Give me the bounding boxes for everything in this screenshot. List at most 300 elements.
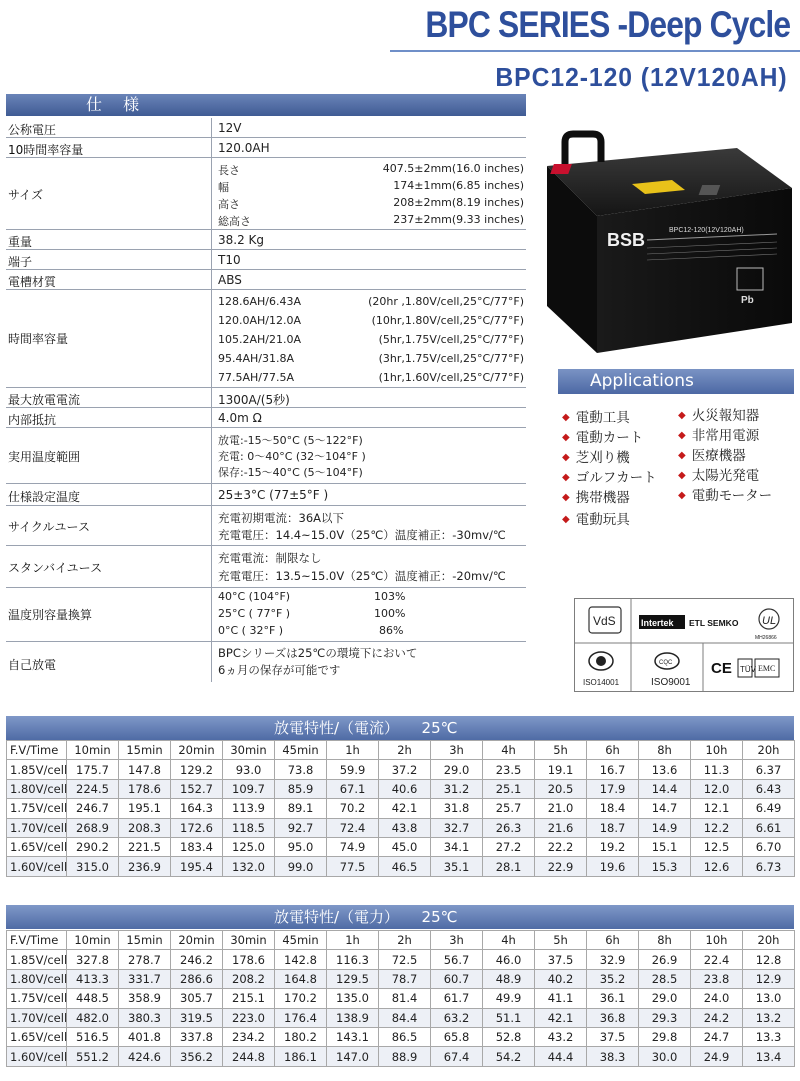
rate-cond: (5hr,1.75V/cell,25°C/77°F)	[378, 333, 524, 346]
table-cell: 23.8	[691, 969, 743, 988]
table-cell: 234.2	[223, 1027, 275, 1046]
spec-label: 10時間率容量	[8, 143, 84, 157]
table-cell: 246.2	[171, 950, 223, 969]
table-cell: 236.9	[119, 857, 171, 876]
spec-value: 38.2 Kg	[218, 233, 265, 247]
table-cell: 14.4	[639, 779, 691, 798]
table-cell: 164.8	[275, 969, 327, 988]
table-cell: 43.8	[379, 818, 431, 837]
svg-text:ISO9001: ISO9001	[651, 677, 691, 688]
spec-row-resistance	[6, 408, 526, 428]
table-cell: 60.7	[431, 969, 483, 988]
table-cell: 29.8	[639, 1027, 691, 1046]
table-cell: 6.70	[743, 837, 795, 856]
column-header: 2h	[379, 931, 431, 950]
table-cell: 19.1	[535, 760, 587, 779]
table-cell: 23.5	[483, 760, 535, 779]
table-cell: 72.5	[379, 950, 431, 969]
spec-value: 25±3°C (77±5°F )	[218, 488, 329, 502]
size-name: 幅	[218, 181, 229, 194]
table-cell: 16.7	[587, 760, 639, 779]
temp-cap-pct: 100%	[374, 607, 406, 620]
column-header: 20min	[171, 741, 223, 760]
table-cell: 290.2	[67, 837, 119, 856]
table-cell: 12.9	[743, 969, 795, 988]
spec-row-cycle-use	[6, 506, 526, 546]
column-header: 10min	[67, 931, 119, 950]
table-row	[7, 1008, 795, 1027]
table-header-row	[7, 931, 795, 950]
temp-cap-pct: 86%	[379, 624, 404, 637]
spec-row-weight	[6, 230, 526, 250]
diamond-icon: ◆	[678, 470, 686, 481]
spec-value: 1300A/(5秒)	[218, 393, 290, 407]
table-cell: 41.1	[535, 989, 587, 1008]
standby-line: 充電電圧：13.5~15.0V（25℃）温度補正：-20mv/℃	[218, 569, 506, 583]
column-header: 1h	[327, 741, 379, 760]
app-item: ◆ ゴルフカート	[562, 470, 657, 486]
rate-value: 128.6AH/6.43A	[218, 295, 302, 308]
table-row	[7, 760, 795, 779]
table-cell: 29.3	[639, 1008, 691, 1027]
spec-label: スタンバイユース	[8, 561, 103, 575]
column-header: 1h	[327, 931, 379, 950]
column-header: 20h	[743, 931, 795, 950]
table-cell: 32.9	[587, 950, 639, 969]
row-label-cell: 1.70V/cell	[7, 818, 67, 837]
applications-title: Applications	[558, 369, 794, 394]
table-cell: 46.5	[379, 857, 431, 876]
temp-cap-temp: 40°C (104°F)	[218, 590, 291, 603]
column-header: 45min	[275, 741, 327, 760]
table-cell: 28.1	[483, 857, 535, 876]
iso14001-logo	[583, 652, 620, 687]
table-cell: 132.0	[223, 857, 275, 876]
certification-logos	[574, 598, 794, 692]
table-cell: 113.9	[223, 799, 275, 818]
iso9001-logo	[651, 653, 691, 688]
table-row	[7, 779, 795, 798]
table-cell: 424.6	[119, 1047, 171, 1066]
table-cell: 24.0	[691, 989, 743, 1008]
spec-label: 公称電圧	[8, 123, 57, 137]
table-cell: 286.6	[171, 969, 223, 988]
rate-cond: (3hr,1.75V/cell,25°C/77°F)	[378, 352, 524, 365]
row-label-cell: 1.65V/cell	[7, 1027, 67, 1046]
table-cell: 20.5	[535, 779, 587, 798]
temp-cap-pct: 103%	[374, 590, 406, 603]
row-label-cell: 1.65V/cell	[7, 837, 67, 856]
table-cell: 35.2	[587, 969, 639, 988]
table-row	[7, 989, 795, 1008]
table-cell: 24.2	[691, 1008, 743, 1027]
column-header: 5h	[535, 931, 587, 950]
rate-value: 77.5AH/77.5A	[218, 371, 295, 384]
table-cell: 37.5	[535, 950, 587, 969]
table-cell: 208.2	[223, 969, 275, 988]
spec-row-standby-use	[6, 546, 526, 588]
current-table-title: 放電特性/（電流） 25℃	[6, 716, 794, 740]
spec-row-terminal	[6, 250, 526, 270]
table-cell: 36.8	[587, 1008, 639, 1027]
table-cell: 413.3	[67, 969, 119, 988]
table-cell: 74.9	[327, 837, 379, 856]
vds-logo	[589, 607, 621, 633]
table-cell: 15.1	[639, 837, 691, 856]
size-value: 174±1mm(6.85 inches)	[393, 179, 524, 192]
table-cell: 45.0	[379, 837, 431, 856]
svg-text:ETL SEMKO: ETL SEMKO	[689, 618, 739, 628]
diamond-icon: ◆	[562, 492, 570, 503]
app-item: ◆ 電動カート	[562, 430, 644, 446]
table-cell: 30.0	[639, 1047, 691, 1066]
svg-text:Intertek: Intertek	[641, 618, 674, 628]
column-header: 8h	[639, 741, 691, 760]
size-value: 407.5±2mm(16.0 inches)	[382, 162, 524, 175]
table-cell: 12.0	[691, 779, 743, 798]
table-cell: 73.8	[275, 760, 327, 779]
svg-text:CE: CE	[711, 660, 732, 677]
table-cell: 37.5	[587, 1027, 639, 1046]
rate-value: 105.2AH/21.0A	[218, 333, 302, 346]
table-cell: 118.5	[223, 818, 275, 837]
table-cell: 13.6	[639, 760, 691, 779]
table-cell: 48.9	[483, 969, 535, 988]
table-cell: 448.5	[67, 989, 119, 1008]
table-cell: 31.8	[431, 799, 483, 818]
table-cell: 65.8	[431, 1027, 483, 1046]
table-cell: 6.37	[743, 760, 795, 779]
column-header: 15min	[119, 741, 171, 760]
app-item: ◆ 非常用電源	[678, 428, 760, 444]
table-cell: 551.2	[67, 1047, 119, 1066]
table-cell: 143.1	[327, 1027, 379, 1046]
app-item: ◆ 携帯機器	[562, 490, 630, 506]
temp-line: 放電:-15～50°C (5～122°F)	[218, 434, 363, 447]
spec-row-self-discharge	[6, 642, 526, 682]
table-cell: 51.1	[483, 1008, 535, 1027]
intertek-logo	[639, 615, 739, 629]
column-header: 2h	[379, 741, 431, 760]
table-cell: 176.4	[275, 1008, 327, 1027]
table-cell: 13.2	[743, 1008, 795, 1027]
spec-label: 仕様設定温度	[8, 490, 81, 504]
spec-section-title: 仕 様	[6, 94, 526, 116]
table-row	[7, 950, 795, 969]
row-label-cell: 1.85V/cell	[7, 950, 67, 969]
table-cell: 28.5	[639, 969, 691, 988]
table-cell: 215.1	[223, 989, 275, 1008]
model-title: BPC12-120 (12V120AH)	[495, 62, 788, 92]
spec-row-voltage	[6, 118, 526, 138]
spec-label: 時間率容量	[8, 332, 69, 346]
column-header: 5h	[535, 741, 587, 760]
spec-value: T10	[218, 253, 241, 267]
table-cell: 401.8	[119, 1027, 171, 1046]
table-cell: 13.3	[743, 1027, 795, 1046]
svg-text:ISO14001: ISO14001	[583, 678, 620, 687]
row-label-cell: 1.60V/cell	[7, 1047, 67, 1066]
discharge-current-table	[6, 740, 795, 877]
column-header: 4h	[483, 931, 535, 950]
table-cell: 72.4	[327, 818, 379, 837]
column-header: F.V/Time	[7, 741, 67, 760]
table-cell: 59.9	[327, 760, 379, 779]
discharge-power-table	[6, 930, 795, 1067]
table-cell: 89.1	[275, 799, 327, 818]
svg-text:VdS: VdS	[593, 614, 616, 628]
spec-label: 実用温度範囲	[8, 450, 81, 464]
table-cell: 19.6	[587, 857, 639, 876]
table-row	[7, 857, 795, 876]
size-name: 長さ	[218, 164, 240, 177]
table-cell: 78.7	[379, 969, 431, 988]
svg-text:UL: UL	[762, 615, 777, 627]
table-cell: 67.4	[431, 1047, 483, 1066]
size-value: 208±2mm(8.19 inches)	[393, 196, 524, 209]
size-name: 高さ	[218, 198, 240, 211]
table-header-row	[7, 741, 795, 760]
column-header: 10min	[67, 741, 119, 760]
table-cell: 77.5	[327, 857, 379, 876]
spec-row-design-temp	[6, 484, 526, 506]
table-cell: 36.1	[587, 989, 639, 1008]
column-header: 6h	[587, 741, 639, 760]
table-cell: 14.9	[639, 818, 691, 837]
column-header: 6h	[587, 931, 639, 950]
table-cell: 305.7	[171, 989, 223, 1008]
row-label-cell: 1.70V/cell	[7, 1008, 67, 1027]
table-cell: 183.4	[171, 837, 223, 856]
table-cell: 224.5	[67, 779, 119, 798]
spec-row-temp-capacity	[6, 588, 526, 642]
ce-emc-logo	[711, 659, 779, 677]
size-name: 総高さ	[218, 215, 251, 228]
app-item: ◆ 医療機器	[678, 448, 746, 464]
column-header: 45min	[275, 931, 327, 950]
spec-row-container	[6, 270, 526, 290]
table-cell: 46.0	[483, 950, 535, 969]
spec-label: 重量	[8, 235, 33, 249]
diamond-icon: ◆	[562, 472, 570, 483]
table-row	[7, 969, 795, 988]
self-discharge-line: 6ヵ月の保存が可能です	[218, 663, 341, 677]
spec-value: 120.0AH	[218, 141, 270, 155]
diamond-icon: ◆	[562, 452, 570, 463]
diamond-icon: ◆	[678, 430, 686, 441]
column-header: F.V/Time	[7, 931, 67, 950]
table-cell: 109.7	[223, 779, 275, 798]
table-cell: 22.2	[535, 837, 587, 856]
table-cell: 172.6	[171, 818, 223, 837]
column-header: 20min	[171, 931, 223, 950]
table-cell: 195.4	[171, 857, 223, 876]
row-label-cell: 1.85V/cell	[7, 760, 67, 779]
table-cell: 142.8	[275, 950, 327, 969]
table-cell: 221.5	[119, 837, 171, 856]
row-label-cell: 1.60V/cell	[7, 857, 67, 876]
table-cell: 56.7	[431, 950, 483, 969]
battery-brand: BSB	[607, 230, 646, 250]
table-cell: 116.3	[327, 950, 379, 969]
column-header: 3h	[431, 741, 483, 760]
spec-label: 自己放電	[8, 658, 57, 672]
diamond-icon: ◆	[562, 432, 570, 443]
table-cell: 129.2	[171, 760, 223, 779]
table-cell: 25.1	[483, 779, 535, 798]
table-cell: 482.0	[67, 1008, 119, 1027]
table-cell: 147.0	[327, 1047, 379, 1066]
diamond-icon: ◆	[562, 514, 570, 525]
battery-pb-mark: Pb	[741, 295, 754, 306]
spec-label: 電槽材質	[8, 275, 57, 289]
table-cell: 380.3	[119, 1008, 171, 1027]
table-cell: 358.9	[119, 989, 171, 1008]
table-cell: 22.4	[691, 950, 743, 969]
rate-cond: (1hr,1.60V/cell,25°C/77°F)	[378, 371, 524, 384]
table-row	[7, 1047, 795, 1066]
size-value: 237±2mm(9.33 inches)	[393, 213, 524, 226]
table-cell: 246.7	[67, 799, 119, 818]
column-header: 8h	[639, 931, 691, 950]
app-item: ◆ 電動モーター	[678, 488, 773, 504]
table-cell: 327.8	[67, 950, 119, 969]
table-cell: 147.8	[119, 760, 171, 779]
spec-label: 最大放電電流	[8, 393, 81, 407]
spec-label: 内部抵抗	[8, 413, 57, 427]
temp-line: 保存:-15～40°C (5～104°F)	[218, 466, 363, 479]
table-row	[7, 837, 795, 856]
table-cell: 18.7	[587, 818, 639, 837]
temp-cap-temp: 0°C ( 32°F )	[218, 624, 284, 637]
table-cell: 178.6	[119, 779, 171, 798]
spec-value: 4.0m Ω	[218, 411, 262, 425]
spec-row-size	[6, 158, 526, 230]
table-cell: 31.2	[431, 779, 483, 798]
svg-text:MH26866: MH26866	[755, 635, 777, 641]
column-header: 4h	[483, 741, 535, 760]
table-cell: 25.7	[483, 799, 535, 818]
app-item: ◆ 電動玩具	[562, 512, 630, 528]
table-cell: 12.8	[743, 950, 795, 969]
app-item: ◆ 火災報知器	[678, 408, 760, 424]
table-cell: 278.7	[119, 950, 171, 969]
table-cell: 6.49	[743, 799, 795, 818]
table-cell: 29.0	[639, 989, 691, 1008]
title-underline	[390, 50, 800, 52]
ul-logo	[755, 609, 779, 641]
table-cell: 19.2	[587, 837, 639, 856]
table-cell: 43.2	[535, 1027, 587, 1046]
table-cell: 35.1	[431, 857, 483, 876]
table-cell: 170.2	[275, 989, 327, 1008]
table-cell: 17.9	[587, 779, 639, 798]
temp-line: 充電: 0～40°C (32～104°F )	[218, 450, 366, 463]
spec-label: 温度別容量換算	[8, 608, 93, 622]
table-cell: 223.0	[223, 1008, 275, 1027]
table-cell: 12.6	[691, 857, 743, 876]
table-cell: 99.0	[275, 857, 327, 876]
table-cell: 24.7	[691, 1027, 743, 1046]
table-cell: 88.9	[379, 1047, 431, 1066]
standby-line: 充電電流：制限なし	[218, 551, 322, 565]
table-cell: 44.4	[535, 1047, 587, 1066]
table-cell: 52.8	[483, 1027, 535, 1046]
column-header: 3h	[431, 931, 483, 950]
table-cell: 70.2	[327, 799, 379, 818]
table-cell: 178.6	[223, 950, 275, 969]
row-label-cell: 1.75V/cell	[7, 989, 67, 1008]
table-cell: 315.0	[67, 857, 119, 876]
table-cell: 22.9	[535, 857, 587, 876]
table-cell: 13.0	[743, 989, 795, 1008]
spec-label: サイクルユース	[8, 520, 90, 534]
table-cell: 38.3	[587, 1047, 639, 1066]
svg-text:EMC: EMC	[758, 664, 776, 673]
table-cell: 37.2	[379, 760, 431, 779]
table-cell: 6.61	[743, 818, 795, 837]
table-cell: 61.7	[431, 989, 483, 1008]
table-cell: 6.43	[743, 779, 795, 798]
self-discharge-line: BPCシリーズは25℃の環境下において	[218, 646, 418, 660]
table-cell: 92.7	[275, 818, 327, 837]
table-cell: 86.5	[379, 1027, 431, 1046]
spec-value: 12V	[218, 121, 242, 135]
table-cell: 129.5	[327, 969, 379, 988]
diamond-icon: ◆	[678, 490, 686, 501]
table-cell: 138.9	[327, 1008, 379, 1027]
power-table-title: 放電特性/（電力） 25℃	[6, 905, 794, 929]
table-cell: 42.1	[379, 799, 431, 818]
table-cell: 84.4	[379, 1008, 431, 1027]
table-cell: 81.4	[379, 989, 431, 1008]
table-cell: 208.3	[119, 818, 171, 837]
diamond-icon: ◆	[562, 412, 570, 423]
table-row	[7, 1027, 795, 1046]
table-cell: 11.3	[691, 760, 743, 779]
svg-text:TÜV: TÜV	[740, 665, 756, 674]
table-cell: 319.5	[171, 1008, 223, 1027]
app-item: ◆ 太陽光発電	[678, 468, 760, 484]
table-cell: 331.7	[119, 969, 171, 988]
spec-value: ABS	[218, 273, 242, 287]
battery-model: BPC12-120(12V120AH)	[669, 227, 744, 234]
page-title: BPC SERIES -Deep Cycle	[425, 4, 790, 45]
row-label-cell: 1.80V/cell	[7, 969, 67, 988]
svg-text:CQC: CQC	[659, 660, 673, 666]
rate-value: 120.0AH/12.0A	[218, 314, 302, 327]
table-cell: 54.2	[483, 1047, 535, 1066]
table-cell: 21.0	[535, 799, 587, 818]
rate-cond: (10hr,1.80V/cell,25°C/77°F)	[371, 314, 524, 327]
cycle-line: 充電電圧：14.4~15.0V（25℃）温度補正：-30mv/℃	[218, 528, 506, 542]
app-item: ◆ 電動工具	[562, 410, 630, 426]
column-header: 15min	[119, 931, 171, 950]
table-cell: 12.5	[691, 837, 743, 856]
table-cell: 24.9	[691, 1047, 743, 1066]
table-cell: 32.7	[431, 818, 483, 837]
table-cell: 15.3	[639, 857, 691, 876]
table-cell: 12.2	[691, 818, 743, 837]
table-cell: 356.2	[171, 1047, 223, 1066]
table-cell: 268.9	[67, 818, 119, 837]
spec-label: サイズ	[8, 188, 44, 202]
table-cell: 93.0	[223, 760, 275, 779]
table-cell: 14.7	[639, 799, 691, 818]
table-cell: 49.9	[483, 989, 535, 1008]
spec-row-operating-temp	[6, 428, 526, 484]
diamond-icon: ◆	[678, 410, 686, 421]
